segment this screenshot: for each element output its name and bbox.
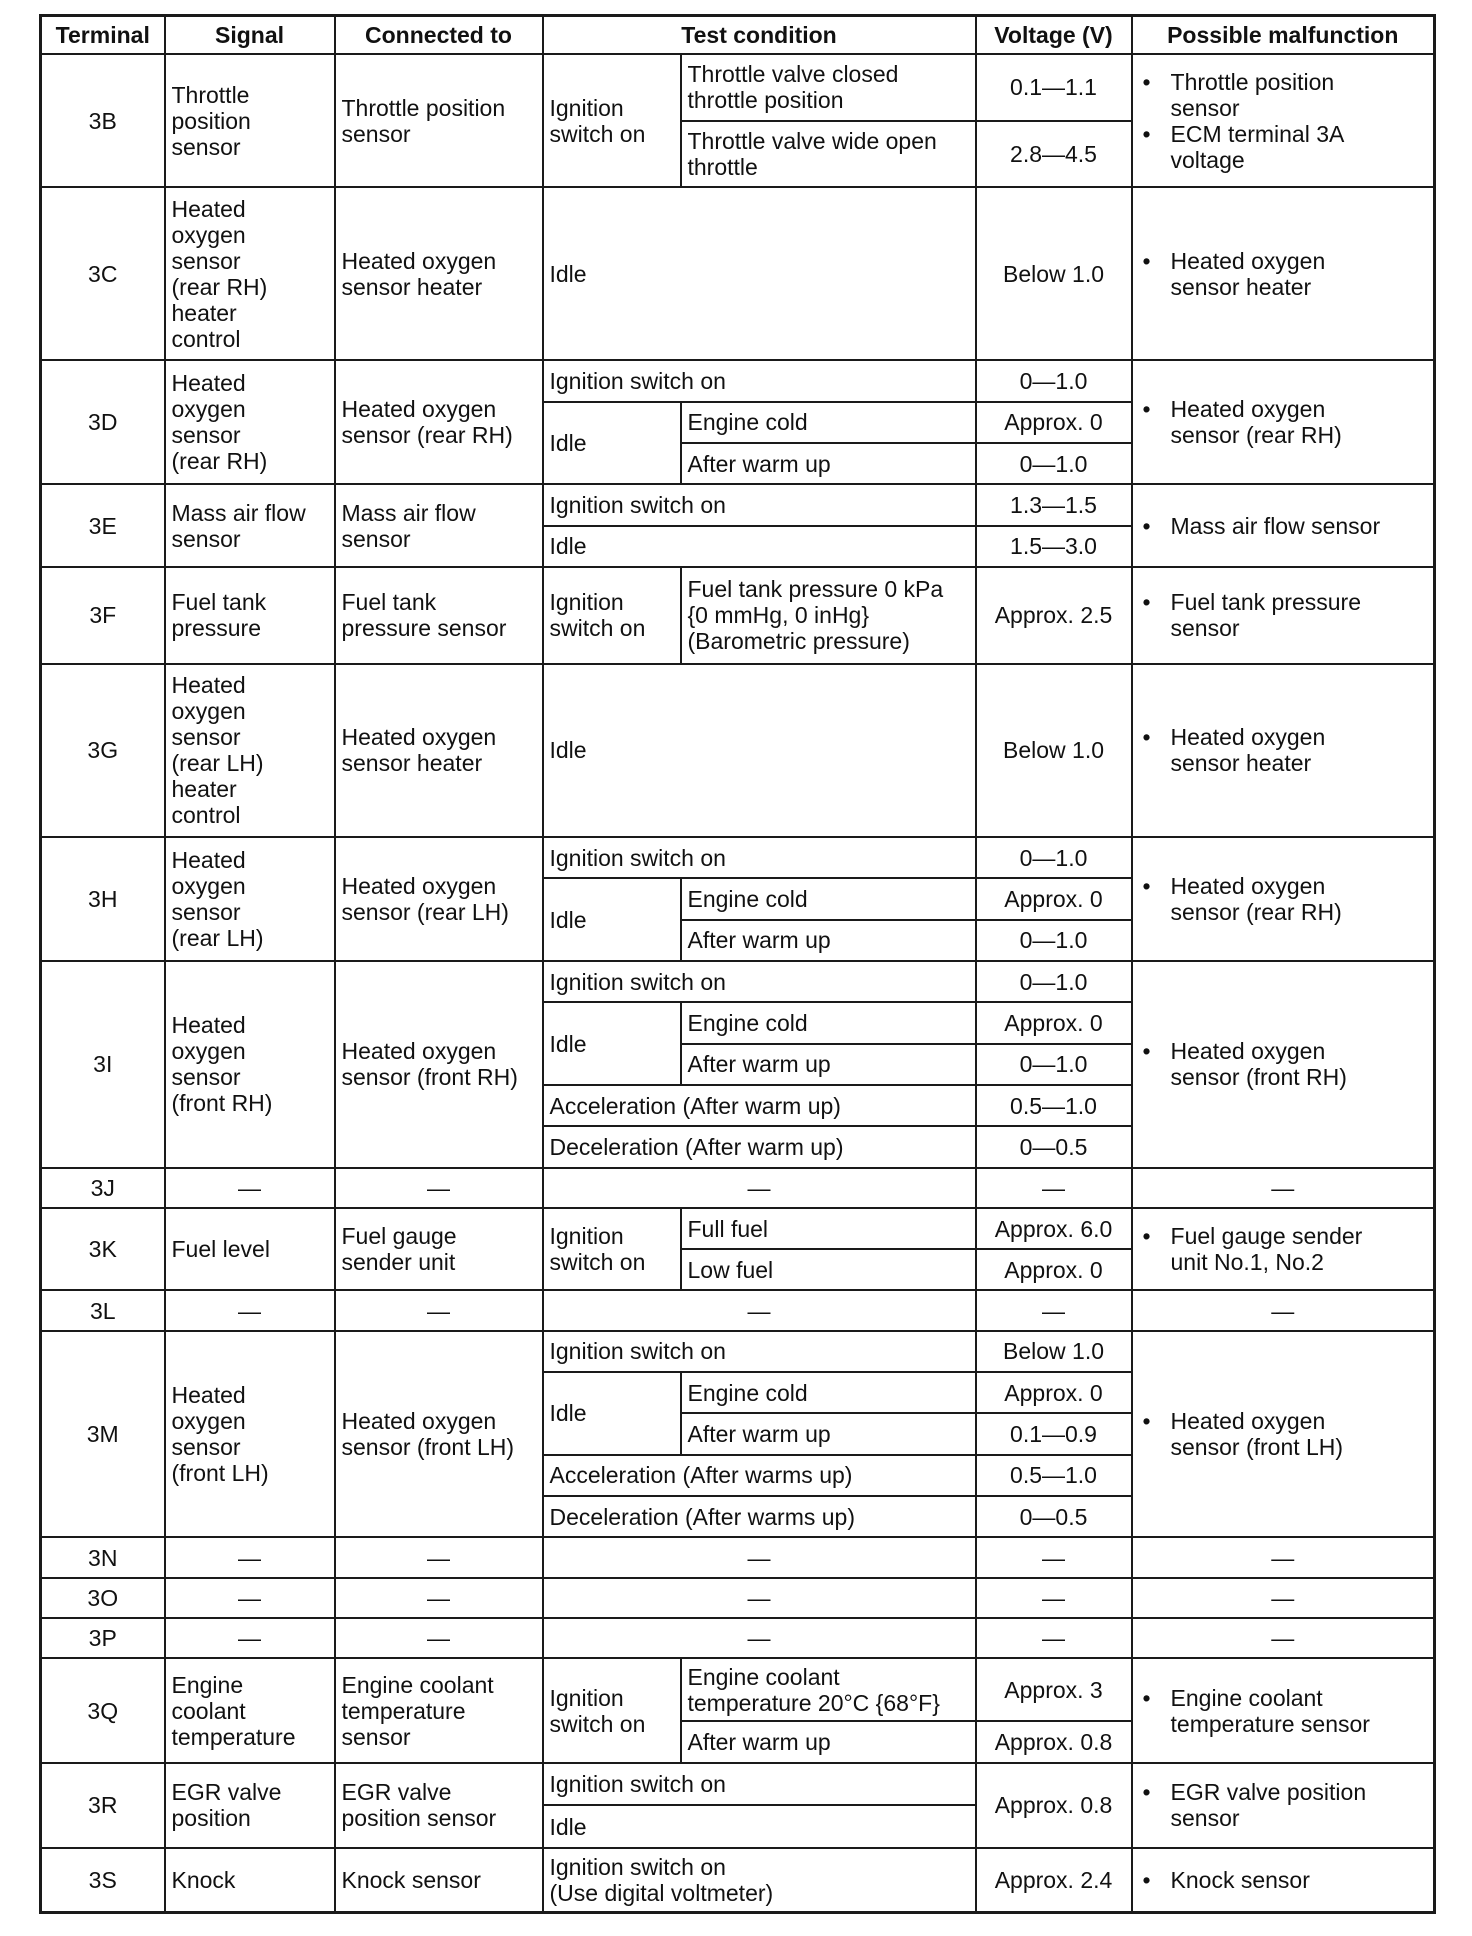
dash-cell: — [165, 1290, 335, 1330]
dash-cell: — [165, 1537, 335, 1577]
malfunction-cell [1132, 360, 1435, 484]
voltage-cell: Approx. 2.4 [976, 1848, 1132, 1913]
dash-cell: — [1132, 1290, 1435, 1330]
malfunction-cell [1132, 567, 1435, 664]
voltage-cell: Approx. 0 [976, 1372, 1132, 1413]
connected-cell: Fuel gauge sender unit [335, 1208, 543, 1291]
dash-cell: — [976, 1618, 1132, 1658]
signal-cell: Heated oxygen sensor (rear RH) [165, 360, 335, 484]
malfunction-item: • Knock sensor [1139, 1867, 1428, 1893]
terminal-cell: 3R [41, 1763, 165, 1848]
condition-cell: Deceleration (After warm up) [543, 1126, 976, 1167]
malfunction-item: • Engine coolant temperature sensor [1139, 1685, 1428, 1737]
header-row [41, 16, 1435, 55]
dash-cell: — [543, 1290, 976, 1330]
header-possible-malfunction: Possible malfunction [1132, 16, 1435, 55]
connected-cell: Heated oxygen sensor (front LH) [335, 1331, 543, 1538]
terminal-cell: 3D [41, 360, 165, 484]
dash-cell: — [335, 1290, 543, 1330]
voltage-cell: 1.3—1.5 [976, 484, 1132, 525]
signal-cell: Heated oxygen sensor (front LH) [165, 1331, 335, 1538]
table-row [41, 360, 1435, 401]
table-row [41, 1290, 1435, 1330]
malfunction-cell [1132, 1658, 1435, 1763]
table-row [41, 1848, 1435, 1913]
condition-cell: Ignition switch on [543, 1331, 976, 1372]
malfunction-item: • Heated oxygen sensor (front RH) [1139, 1038, 1428, 1090]
voltage-cell: 0.5—1.0 [976, 1085, 1132, 1126]
connected-cell: Heated oxygen sensor (front RH) [335, 961, 543, 1168]
dash-cell: — [335, 1578, 543, 1618]
voltage-cell: 1.5—3.0 [976, 526, 1132, 567]
malfunction-item: • ECM terminal 3A voltage [1139, 121, 1428, 173]
connected-cell: Engine coolant temperature sensor [335, 1658, 543, 1763]
connected-cell: Mass air flow sensor [335, 484, 543, 567]
connected-cell: Throttle position sensor [335, 54, 543, 187]
condition-main-cell: Ignition switch on [543, 1658, 681, 1763]
voltage-cell: Below 1.0 [976, 1331, 1132, 1372]
signal-cell: Throttle position sensor [165, 54, 335, 187]
malfunction-item: • Mass air flow sensor [1139, 513, 1428, 539]
condition-cell: Low fuel [681, 1249, 976, 1290]
voltage-cell: Approx. 3 [976, 1658, 1132, 1720]
terminal-cell: 3C [41, 187, 165, 360]
malfunction-cell [1132, 54, 1435, 187]
voltage-cell: Approx. 0 [976, 1002, 1132, 1043]
terminal-cell: 3O [41, 1578, 165, 1618]
condition-cell: Throttle valve closed throttle position [681, 54, 976, 121]
terminal-cell: 3B [41, 54, 165, 187]
voltage-cell: 0.1—0.9 [976, 1413, 1132, 1454]
header-signal: Signal [165, 16, 335, 55]
table-row [41, 1537, 1435, 1577]
voltage-cell: Approx. 0.8 [976, 1763, 1132, 1848]
signal-cell: Engine coolant temperature [165, 1658, 335, 1763]
table-row [41, 484, 1435, 525]
condition-cell: After warm up [681, 1413, 976, 1454]
dash-cell: — [543, 1618, 976, 1658]
condition-cell: Idle [543, 1805, 976, 1847]
malfunction-cell [1132, 187, 1435, 360]
signal-cell: Fuel tank pressure [165, 567, 335, 664]
voltage-cell: 0—0.5 [976, 1126, 1132, 1167]
condition-cell: Ignition switch on [543, 1763, 976, 1805]
voltage-cell: Approx. 0 [976, 1249, 1132, 1290]
connected-cell: Heated oxygen sensor heater [335, 187, 543, 360]
condition-cell: Engine cold [681, 1372, 976, 1413]
table-row [41, 961, 1435, 1002]
table-row [41, 664, 1435, 837]
malfunction-item: • Throttle position sensor [1139, 69, 1428, 121]
connected-cell: Heated oxygen sensor (rear RH) [335, 360, 543, 484]
terminal-cell: 3G [41, 664, 165, 837]
header-test-condition: Test condition [543, 16, 976, 55]
condition-cell: After warm up [681, 1721, 976, 1763]
table-row [41, 1168, 1435, 1208]
terminal-cell: 3F [41, 567, 165, 664]
connected-cell: Knock sensor [335, 1848, 543, 1913]
connected-cell: EGR valve position sensor [335, 1763, 543, 1848]
malfunction-item: • Heated oxygen sensor (rear RH) [1139, 873, 1428, 925]
condition-cell: Ignition switch on [543, 837, 976, 878]
voltage-cell: 0—1.0 [976, 837, 1132, 878]
condition-cell: After warm up [681, 920, 976, 961]
table-row [41, 54, 1435, 121]
table-row [41, 567, 1435, 664]
malfunction-item: • Fuel gauge sender unit No.1, No.2 [1139, 1223, 1428, 1275]
terminal-cell: 3E [41, 484, 165, 567]
signal-cell: Heated oxygen sensor (front RH) [165, 961, 335, 1168]
terminal-cell: 3L [41, 1290, 165, 1330]
connected-cell: Fuel tank pressure sensor [335, 567, 543, 664]
dash-cell: — [335, 1168, 543, 1208]
signal-cell: Mass air flow sensor [165, 484, 335, 567]
malfunction-item: • Fuel tank pressure sensor [1139, 589, 1428, 641]
malfunction-cell [1132, 1208, 1435, 1291]
malfunction-item: • Heated oxygen sensor (front LH) [1139, 1408, 1428, 1460]
header-voltage: Voltage (V) [976, 16, 1132, 55]
voltage-cell: Approx. 0.8 [976, 1721, 1132, 1763]
dash-cell: — [335, 1537, 543, 1577]
voltage-cell: Below 1.0 [976, 664, 1132, 837]
condition-cell: Idle [543, 664, 976, 837]
condition-cell: Engine cold [681, 878, 976, 919]
condition-cell: Idle [543, 187, 976, 360]
dash-cell: — [1132, 1537, 1435, 1577]
voltage-cell: 0—1.0 [976, 961, 1132, 1002]
malfunction-cell [1132, 484, 1435, 567]
condition-cell: Acceleration (After warms up) [543, 1455, 976, 1496]
condition-cell: After warm up [681, 1044, 976, 1085]
terminal-cell: 3Q [41, 1658, 165, 1763]
voltage-cell: 0—1.0 [976, 443, 1132, 484]
condition-main-cell: Ignition switch on [543, 54, 681, 187]
voltage-cell: Approx. 0 [976, 878, 1132, 919]
dash-cell: — [1132, 1168, 1435, 1208]
dash-cell: — [335, 1618, 543, 1658]
dash-cell: — [543, 1578, 976, 1618]
voltage-cell: Approx. 6.0 [976, 1208, 1132, 1249]
terminal-cell: 3H [41, 837, 165, 961]
table-row [41, 1763, 1435, 1805]
malfunction-item: • Heated oxygen sensor (rear RH) [1139, 396, 1428, 448]
signal-cell: Heated oxygen sensor (rear LH) [165, 837, 335, 961]
condition-main-cell: Idle [543, 878, 681, 961]
condition-cell: Ignition switch on [543, 484, 976, 525]
condition-cell: After warm up [681, 443, 976, 484]
terminal-cell: 3K [41, 1208, 165, 1291]
signal-cell: Fuel level [165, 1208, 335, 1291]
condition-cell: Ignition switch on [543, 360, 976, 401]
dash-cell: — [976, 1168, 1132, 1208]
connected-cell: Heated oxygen sensor heater [335, 664, 543, 837]
condition-cell: Idle [543, 526, 976, 567]
table-row [41, 1208, 1435, 1249]
voltage-cell: 0.5—1.0 [976, 1455, 1132, 1496]
condition-main-cell: Idle [543, 1002, 681, 1085]
condition-cell: Ignition switch on (Use digital voltmeter) [543, 1848, 976, 1913]
dash-cell: — [976, 1537, 1132, 1577]
condition-cell: Throttle valve wide open throttle [681, 121, 976, 188]
condition-cell: Fuel tank pressure 0 kPa {0 mmHg, 0 inHg} (Barometric pressure) [681, 567, 976, 664]
dash-cell: — [165, 1618, 335, 1658]
dash-cell: — [165, 1578, 335, 1618]
voltage-cell: 0—1.0 [976, 920, 1132, 961]
signal-cell: Heated oxygen sensor (rear LH) heater control [165, 664, 335, 837]
signal-cell: EGR valve position [165, 1763, 335, 1848]
terminal-cell: 3M [41, 1331, 165, 1538]
malfunction-item: • Heated oxygen sensor heater [1139, 724, 1428, 776]
condition-main-cell: Ignition switch on [543, 567, 681, 664]
voltage-cell: 0—1.0 [976, 360, 1132, 401]
voltage-cell: 0—0.5 [976, 1496, 1132, 1537]
voltage-cell: 0.1—1.1 [976, 54, 1132, 121]
signal-cell: Knock [165, 1848, 335, 1913]
condition-cell: Deceleration (After warms up) [543, 1496, 976, 1537]
condition-cell: Acceleration (After warm up) [543, 1085, 976, 1126]
header-terminal: Terminal [41, 16, 165, 55]
table-row [41, 1578, 1435, 1618]
dash-cell: — [976, 1290, 1132, 1330]
condition-cell: Full fuel [681, 1208, 976, 1249]
voltage-cell: 2.8—4.5 [976, 121, 1132, 188]
dash-cell: — [543, 1168, 976, 1208]
table-row [41, 187, 1435, 360]
malfunction-cell [1132, 664, 1435, 837]
signal-cell: Heated oxygen sensor (rear RH) heater control [165, 187, 335, 360]
condition-cell: Engine cold [681, 1002, 976, 1043]
malfunction-cell [1132, 1848, 1435, 1913]
dash-cell: — [543, 1537, 976, 1577]
connected-cell: Heated oxygen sensor (rear LH) [335, 837, 543, 961]
dash-cell: — [1132, 1578, 1435, 1618]
dash-cell: — [165, 1168, 335, 1208]
header-connected-to: Connected to [335, 16, 543, 55]
voltage-cell: Approx. 0 [976, 402, 1132, 443]
terminal-cell: 3S [41, 1848, 165, 1913]
table-row [41, 837, 1435, 878]
condition-cell: Ignition switch on [543, 961, 976, 1002]
condition-main-cell: Idle [543, 1372, 681, 1455]
terminal-cell: 3J [41, 1168, 165, 1208]
dash-cell: — [976, 1578, 1132, 1618]
terminal-cell: 3N [41, 1537, 165, 1577]
table-row [41, 1658, 1435, 1720]
malfunction-item: • EGR valve position sensor [1139, 1779, 1428, 1831]
condition-cell: Engine coolant temperature 20°C {68°F} [681, 1658, 976, 1720]
malfunction-cell [1132, 1331, 1435, 1538]
voltage-cell: 0—1.0 [976, 1044, 1132, 1085]
terminal-cell: 3I [41, 961, 165, 1168]
voltage-cell: Below 1.0 [976, 187, 1132, 360]
condition-cell: Engine cold [681, 402, 976, 443]
condition-main-cell: Ignition switch on [543, 1208, 681, 1291]
condition-main-cell: Idle [543, 402, 681, 485]
dash-cell: — [1132, 1618, 1435, 1658]
malfunction-item: • Heated oxygen sensor heater [1139, 248, 1428, 300]
malfunction-cell [1132, 1763, 1435, 1848]
terminal-cell: 3P [41, 1618, 165, 1658]
malfunction-cell [1132, 837, 1435, 961]
table-row [41, 1618, 1435, 1658]
voltage-cell: Approx. 2.5 [976, 567, 1132, 664]
table-row [41, 1331, 1435, 1372]
malfunction-cell [1132, 961, 1435, 1168]
ecm-terminal-table [39, 14, 1436, 1914]
